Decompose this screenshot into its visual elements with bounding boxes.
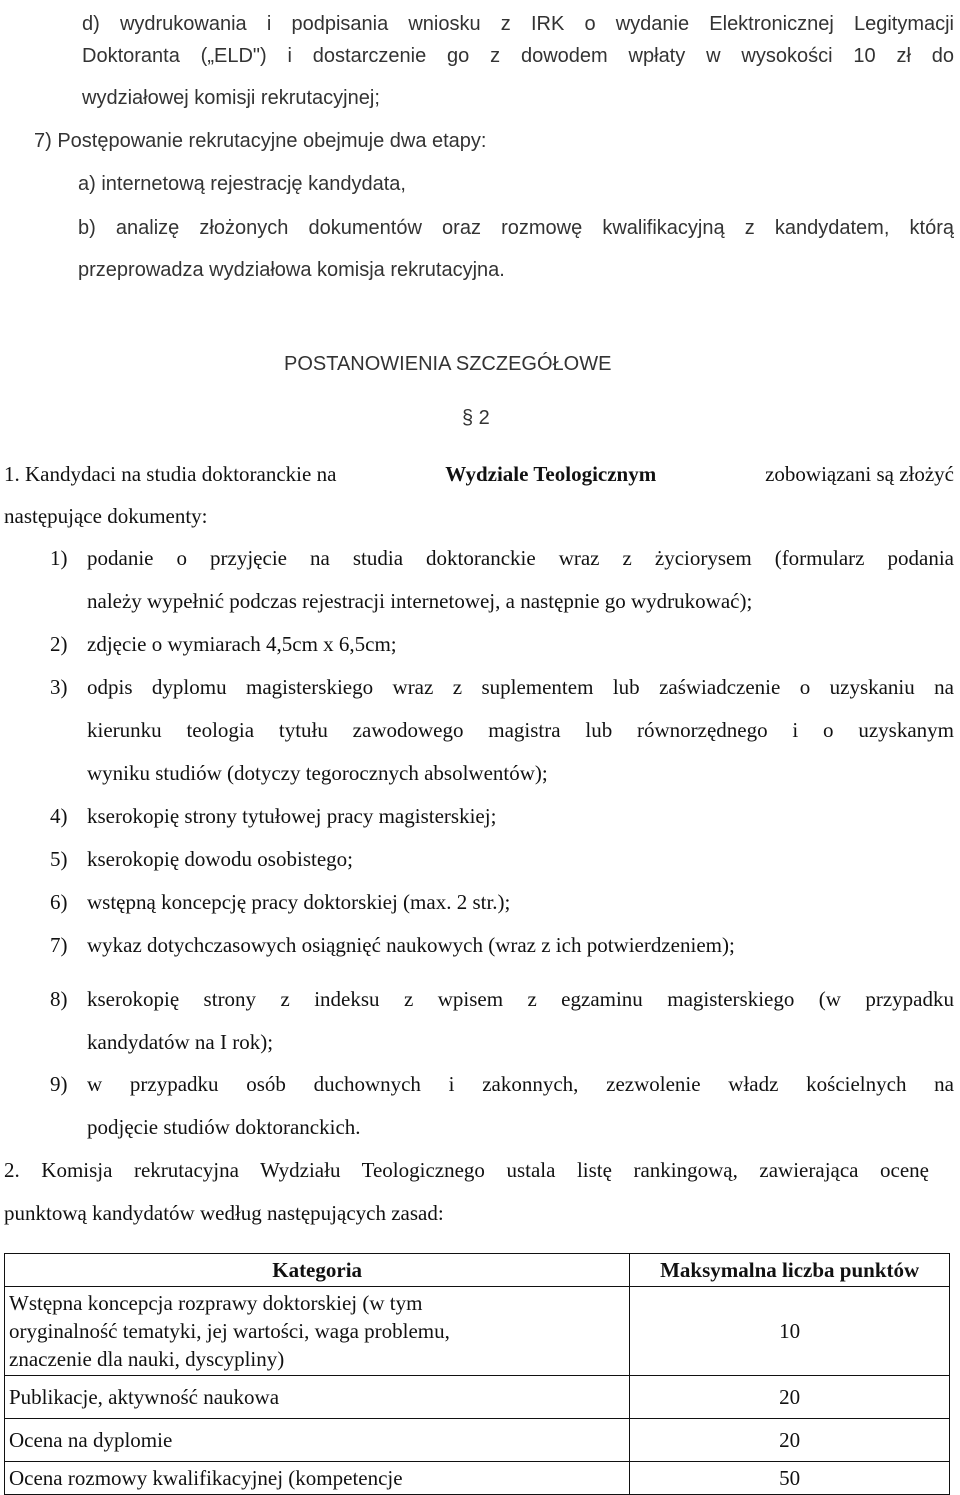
item-7-line1: wykaz dotychczasowych osiągnięć naukowych (wraz z ich potwierdzeniem);	[87, 933, 735, 957]
item-1-line1: podanie o przyjęcie na studia doktoranckie wraz z życiorysem (formularz podania	[87, 546, 954, 570]
item-9-line2: podjęcie studiów doktoranckich.	[87, 1115, 361, 1139]
item-4-line1: kserokopię strony tytułowej pracy magisterskiej;	[87, 804, 497, 828]
item-number: 4)	[50, 804, 68, 828]
category-cell: Ocena na dyplomie	[5, 1419, 630, 1462]
table-row	[5, 1419, 950, 1462]
table-row	[5, 1376, 950, 1419]
item-number: 2)	[50, 632, 68, 656]
item-3-line2: kierunku teologia tytułu zawodowego magistra lub równorzędnego i o uzyskanym	[87, 718, 954, 742]
point-1-lead-post: zobowiązani są złożyć	[765, 462, 954, 486]
point-2-line2: punktową kandydatów według następujących zasad:	[4, 1201, 444, 1225]
points-cell: 20	[630, 1376, 950, 1419]
point-1-faculty: Wydziale Teologicznym	[445, 462, 657, 486]
item-number: 3)	[50, 675, 68, 699]
intro-point-7: 7) Postępowanie rekrutacyjne obejmuje dwa etapy:	[34, 130, 487, 152]
points-cell: 10	[630, 1287, 950, 1376]
item-2-line1: zdjęcie o wymiarach 4,5cm x 6,5cm;	[87, 632, 397, 656]
paragraph-symbol: § 2	[462, 407, 490, 429]
category-line: oryginalność tematyki, jej wartości, waga problemu,	[9, 1319, 450, 1343]
item-number: 1)	[50, 546, 68, 570]
table-row	[5, 1287, 950, 1376]
category-cell	[5, 1287, 630, 1376]
item-number: 9)	[50, 1072, 68, 1096]
item-3-line3: wyniku studiów (dotyczy tegorocznych absolwentów);	[87, 761, 548, 785]
category-line: Wstępna koncepcja rozprawy doktorskiej (w tym	[9, 1291, 423, 1315]
item-3-line1: odpis dyplomu magisterskiego wraz z suplementem lub zaświadczenie o uzyskaniu na	[87, 675, 954, 699]
point-1-lead-pre: 1. Kandydaci na studia doktoranckie na	[4, 462, 337, 486]
item-1-line2: należy wypełnić podczas rejestracji internetowej, a następnie go wydrukować);	[87, 589, 753, 613]
column-header-max-points: Maksymalna liczba punktów	[630, 1254, 950, 1287]
intro-d-line1: d) wydrukowania i podpisania wniosku z IRK o wydanie Elektronicznej Legitymacji	[82, 13, 954, 35]
intro-d-line2: Doktoranta („ELD") i dostarczenie go z dowodem wpłaty w wysokości 10 zł do	[82, 45, 954, 67]
category-cell: Publikacje, aktywność naukowa	[5, 1376, 630, 1419]
item-number: 8)	[50, 987, 68, 1011]
item-number: 5)	[50, 847, 68, 871]
points-cell: 50	[630, 1462, 950, 1495]
intro-item-b-line2: przeprowadza wydziałowa komisja rekrutacyjna.	[78, 259, 505, 281]
point-1-lead	[4, 460, 954, 488]
item-8-line1: kserokopię strony z indeksu z wpisem z egzaminu magisterskiego (w przypadku	[87, 987, 954, 1011]
category-cell: Ocena rozmowy kwalifikacyjnej (kompetencje	[5, 1462, 630, 1495]
section-heading: POSTANOWIENIA SZCZEGÓŁOWE	[284, 353, 612, 375]
item-number: 6)	[50, 890, 68, 914]
intro-d-line3: wydziałowej komisji rekrutacyjnej;	[82, 87, 380, 109]
point-1-lead-line2: następujące dokumenty:	[4, 504, 208, 528]
item-5-line1: kserokopię dowodu osobistego;	[87, 847, 353, 871]
scoring-table	[4, 1253, 950, 1495]
table-row	[5, 1462, 950, 1495]
item-number: 7)	[50, 933, 68, 957]
intro-item-b-line1: b) analizę złożonych dokumentów oraz rozmowę kwalifikacyjną z kandydatem, którą	[78, 217, 954, 239]
intro-item-a: a) internetową rejestrację kandydata,	[78, 173, 406, 195]
points-cell: 20	[630, 1419, 950, 1462]
item-8-line2: kandydatów na I rok);	[87, 1030, 274, 1054]
table-header-row	[5, 1254, 950, 1287]
item-9-line1: w przypadku osób duchownych i zakonnych, zezwolenie władz kościelnych na	[87, 1072, 954, 1096]
item-6-line1: wstępną koncepcję pracy doktorskiej (max. 2 str.);	[87, 890, 511, 914]
point-2-line1: 2. Komisja rekrutacyjna Wydziału Teologicznego ustala listę rankingową, zawierająca ocenę	[4, 1158, 929, 1182]
category-line: znaczenie dla nauki, dyscypliny)	[9, 1347, 285, 1371]
column-header-category: Kategoria	[5, 1254, 630, 1287]
